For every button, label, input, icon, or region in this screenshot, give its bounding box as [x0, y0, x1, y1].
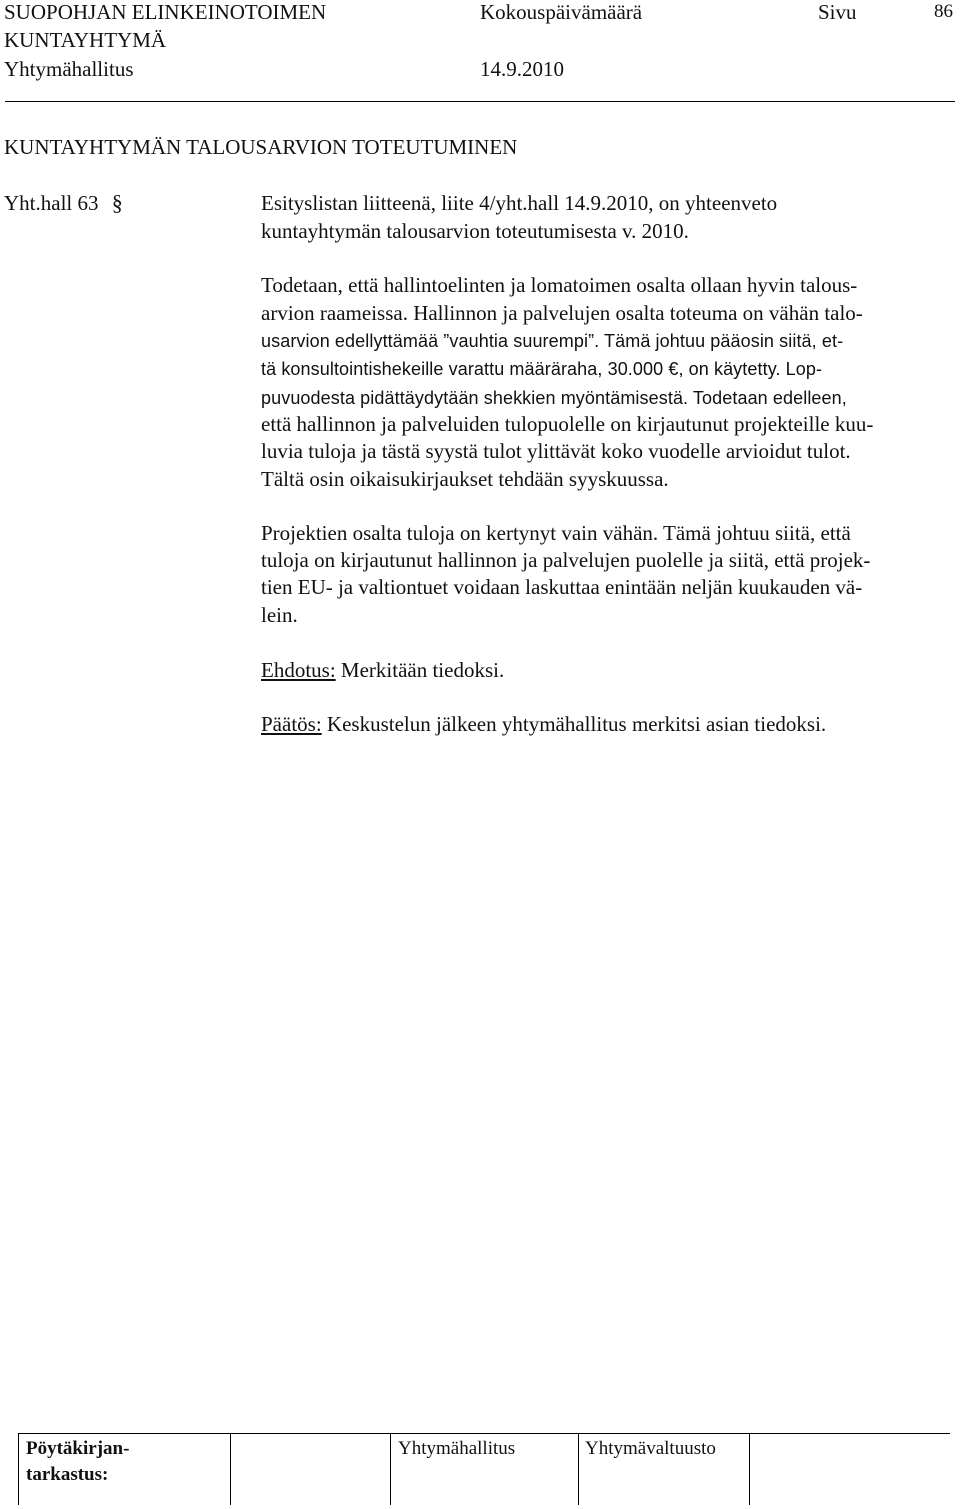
section-sign: §	[111, 190, 123, 215]
proposal-label: Ehdotus:	[261, 658, 336, 682]
minutes-check-label-line2: tarkastus:	[26, 1464, 109, 1485]
paragraph2-line: Projektien osalta tuloja on kertynyt vain vähän. Tämä johtuu siitä, että	[261, 521, 851, 545]
header-divider	[5, 101, 955, 102]
meeting-date: 14.9.2010	[480, 57, 564, 81]
footer-divider	[749, 1433, 750, 1505]
paragraph2-line: tien EU- ja valtiontuet voidaan laskuttaa enintään neljän kuukauden vä-	[261, 575, 863, 599]
decision	[261, 710, 826, 738]
intro-line: kuntayhtymän talousarvion toteutumisesta v. 2010.	[261, 219, 689, 243]
decision-text: Keskustelun jälkeen yhtymähallitus merkitsi asian tiedoksi.	[321, 712, 827, 736]
footer-divider	[230, 1433, 231, 1505]
footer-top-line	[18, 1433, 950, 1434]
paragraph1-line: Todetaan, että hallintoelinten ja lomatoimen osalta ollaan hyvin talous-	[261, 273, 858, 297]
minutes-check-label-line1: Pöytäkirjan-	[26, 1438, 130, 1459]
page-number: 86	[934, 1, 953, 22]
footer-board-label: Yhtymähallitus	[398, 1438, 516, 1459]
footer-divider	[390, 1433, 391, 1505]
meeting-date-label: Kokouspäivämäärä	[480, 0, 643, 24]
paragraph1-line: Tältä osin oikaisukirjaukset tehdään syyskuussa.	[261, 467, 669, 491]
decision-label: Päätös:	[261, 712, 322, 736]
paragraph1-line: tä konsultointishekeille varattu määräraha, 30.000 €, on käytetty. Lop-	[261, 359, 823, 379]
body-name: Yhtymähallitus	[4, 57, 134, 81]
page-title: KUNTAYHTYMÄN TALOUSARVION TOTEUTUMINEN	[4, 135, 518, 159]
footer-divider	[18, 1433, 19, 1505]
paragraph1-line: usarvion edellyttämää ”vauhtia suurempi”. Tämä johtuu pääosin siitä, et-	[261, 331, 844, 351]
section-ref-text: Yht.hall 63	[4, 191, 99, 215]
footer-divider	[578, 1433, 579, 1505]
proposal-text: Merkitään tiedoksi.	[335, 658, 505, 682]
paragraph1-line: puvuodesta pidättäydytään shekkien myöntämisestä. Todetaan edelleen,	[261, 388, 847, 408]
paragraph2-line: lein.	[261, 603, 298, 627]
org-name-line2: KUNTAYHTYMÄ	[4, 28, 167, 52]
proposal	[261, 656, 504, 684]
paragraph1-line: että hallinnon ja palveluiden tulopuolelle on kirjautunut projekteille kuu-	[261, 412, 874, 436]
page-label: Sivu	[818, 0, 857, 24]
footer-council-label: Yhtymävaltuusto	[585, 1438, 716, 1459]
intro-line: Esityslistan liitteenä, liite 4/yht.hall 14.9.2010, on yhteenveto	[261, 191, 778, 215]
signature-footer	[18, 1433, 950, 1505]
section-ref	[4, 189, 123, 217]
paragraph1-line: arvion raameissa. Hallinnon ja palvelujen osalta toteuma on vähän talo-	[261, 301, 863, 325]
paragraph2-line: tuloja on kirjautunut hallinnon ja palvelujen puolelle ja siitä, että projek-	[261, 548, 871, 572]
org-name-line1: SUOPOHJAN ELINKEINOTOIMEN	[4, 0, 327, 24]
paragraph1-line: luvia tuloja ja tästä syystä tulot ylittävät koko vuodelle arvioidut tulot.	[261, 439, 851, 463]
